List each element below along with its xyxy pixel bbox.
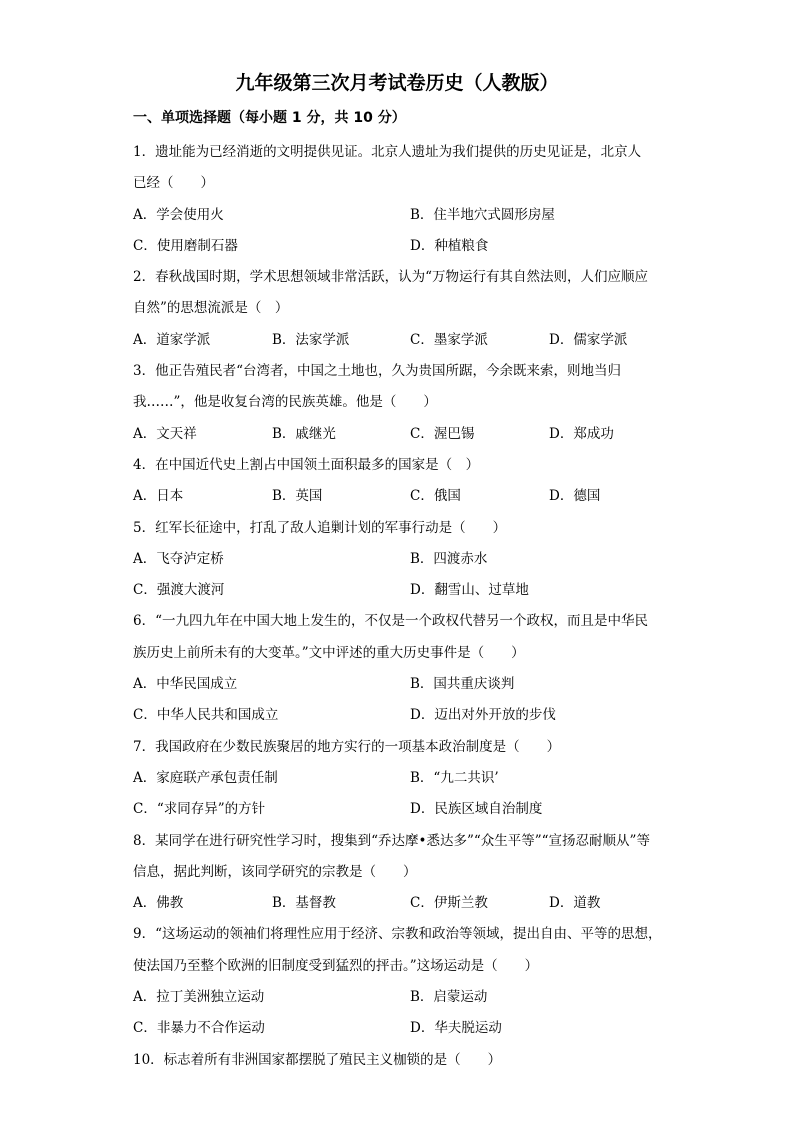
- option-b: B．法家学派: [272, 331, 350, 348]
- option-row: [133, 1013, 673, 1044]
- question-stem-line: 8．某同学在进行研究性学习时，搜集到“乔达摩•悉达多”“众生平等”“宣扬忍耐顺从”等: [133, 832, 650, 849]
- question-stem-line: 9．“这场运动的领袖们将理性应用于经济、宗教和政治等领域，提出自由、平等的思想，: [133, 926, 662, 943]
- option-row: [133, 575, 673, 606]
- question-9: [133, 919, 673, 1044]
- option-a: A．拉丁美洲独立运动: [133, 989, 265, 1006]
- option-row: [133, 200, 673, 231]
- question-5: [133, 513, 673, 607]
- option-d: D．华夫脱运动: [410, 1020, 502, 1037]
- question-stem-line: 族历史上前所未有的大变革。”文中评述的重大历史事件是（ ）: [133, 644, 525, 661]
- option-b: B．英国: [272, 488, 323, 505]
- option-d: D．儒家学派: [549, 331, 628, 348]
- option-b: B．戚继光: [272, 425, 336, 442]
- option-row: [133, 982, 673, 1013]
- option-row: [133, 325, 673, 356]
- question-10: [133, 1045, 673, 1076]
- option-row: [133, 763, 673, 794]
- question-list: [133, 137, 673, 1076]
- option-a: A．家庭联产承包责任制: [133, 769, 278, 786]
- question-stem-line: 4．在中国近代史上割占中国领土面积最多的国家是（ ）: [133, 456, 480, 473]
- question-stem-line: 信息，据此判断，该同学研究的宗教是（ ）: [133, 863, 417, 880]
- option-a: A．飞夺泸定桥: [133, 550, 224, 567]
- question-7: [133, 732, 673, 826]
- option-d: D．道教: [549, 895, 601, 912]
- option-row: [133, 669, 673, 700]
- option-a: A．文天祥: [133, 425, 197, 442]
- option-row: [133, 231, 673, 262]
- option-c: C．使用磨制石器: [133, 237, 238, 254]
- option-d: D．民族区域自治制度: [410, 801, 543, 818]
- option-b: B．国共重庆谈判: [410, 676, 515, 693]
- option-row: [133, 794, 673, 825]
- option-row: [133, 544, 673, 575]
- option-row: [133, 481, 673, 512]
- option-b: B．“九二共识’: [410, 769, 499, 786]
- option-b: B．启蒙运动: [410, 989, 488, 1006]
- option-c: C．“求同存异”的方针: [133, 801, 266, 818]
- option-c: C．俄国: [410, 488, 461, 505]
- question-1: [133, 137, 673, 262]
- option-c: C．墨家学派: [410, 331, 488, 348]
- question-4: [133, 450, 673, 513]
- option-b: B．四渡赤水: [410, 550, 488, 567]
- question-stem-line: 使法国乃至整个欧洲的旧制度受到猛烈的抨击。”这场运动是（ ）: [133, 957, 539, 974]
- option-a: A．日本: [133, 488, 184, 505]
- question-8: [133, 826, 673, 920]
- option-row: [133, 888, 673, 919]
- question-stem-line: 已经（ ）: [133, 175, 214, 192]
- option-c: C．非暴力不合作运动: [133, 1020, 265, 1037]
- option-row: [133, 419, 673, 450]
- option-c: C．中华人民共和国成立: [133, 707, 279, 724]
- option-a: A．佛教: [133, 895, 184, 912]
- question-stem-line: 7．我国政府在少数民族聚居的地方实行的一项基本政治制度是（ ）: [133, 738, 561, 755]
- option-a: A．道家学派: [133, 331, 211, 348]
- question-stem-line: 自然”的思想流派是（ ）: [133, 300, 289, 317]
- option-d: D．迈出对外开放的步伐: [410, 707, 556, 724]
- question-stem-line: 1．遗址能为已经消逝的文明提供见证。北京人遗址为我们提供的历史见证是，北京人: [133, 144, 642, 160]
- option-c: C．渥巴锡: [410, 425, 475, 442]
- question-3: [133, 356, 673, 450]
- question-stem-line: 2．春秋战国时期，学术思想领域非常活跃，认为“万物运行有其自然法则，人们应顺应: [133, 269, 648, 286]
- option-d: D．翻雪山、过草地: [410, 582, 529, 599]
- option-d: D．德国: [549, 488, 601, 505]
- question-stem-line: 5．红军长征途中，打乱了敌人追剿计划的军事行动是（ ）: [133, 519, 507, 536]
- option-a: A．中华民国成立: [133, 676, 238, 693]
- option-d: D．种植粮食: [410, 237, 489, 254]
- option-d: D．郑成功: [549, 425, 614, 442]
- question-2: [133, 262, 673, 356]
- question-stem-line: 6．“一九四九年在中国大地上发生的，不仅是一个政权代替另一个政权，而且是中华民: [133, 613, 648, 630]
- option-c: C．伊斯兰教: [410, 895, 488, 912]
- question-6: [133, 606, 673, 731]
- page-title: 九年级第三次月考试卷历史（人教版）: [235, 72, 559, 94]
- section-heading: 一、单项选择题（每小题 1 分，共 10 分）: [133, 110, 406, 126]
- question-stem-line: 我……”，他是收复台湾的民族英雄。他是（ ）: [133, 394, 437, 411]
- question-stem-line: 3．他正告殖民者“台湾者，中国之土地也，久为贵国所踞，今余既来索，则地当归: [133, 363, 621, 380]
- option-b: B．基督教: [272, 895, 336, 912]
- option-b: B．住半地穴式圆形房屋: [410, 206, 555, 223]
- option-c: C．强渡大渡河: [133, 582, 225, 599]
- option-row: [133, 700, 673, 731]
- option-a: A．学会使用火: [133, 206, 224, 223]
- question-stem-line: 10．标志着所有非洲国家都摆脱了殖民主义枷锁的是（ ）: [133, 1051, 502, 1068]
